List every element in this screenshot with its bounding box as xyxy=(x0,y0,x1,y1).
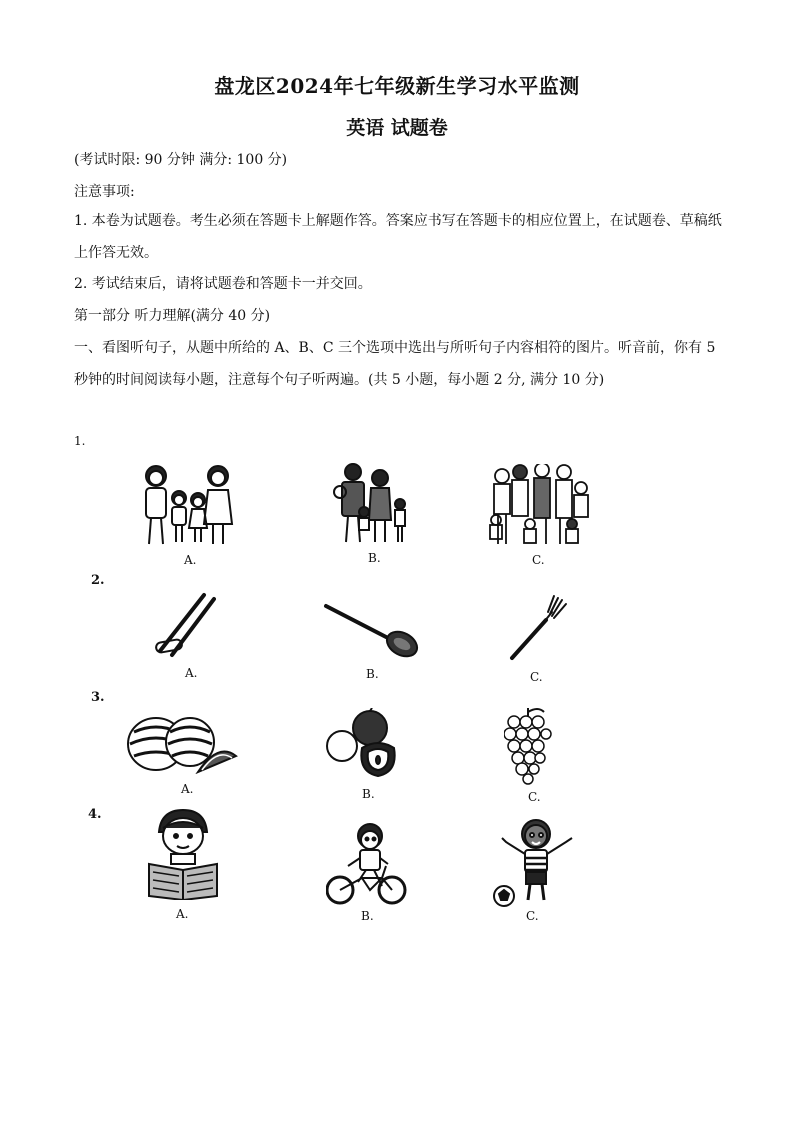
question-number-2: 2. xyxy=(91,573,105,588)
section-instruction: 一、看图听句子，从题中所给的 A、B、C 三个选项中选出与所听句子内容相符的图片。听音前，你有 5 秒钟的时间阅读每小题，注意每个句子听两遍。(共 5 小题，每小题 2 分, 满分 10 分) xyxy=(74,340,716,388)
notes-item-2: 2. 考试结束后，请将试题卷和答题卡一并交回。 xyxy=(74,276,372,292)
question-number-4: 4. xyxy=(88,807,102,822)
option-label-3a: A. xyxy=(181,782,194,796)
page-title: 盘龙区2024年七年级新生学习水平监测 xyxy=(214,74,580,98)
spoon-icon xyxy=(322,600,420,660)
option-label-1c: C. xyxy=(532,553,545,567)
option-label-3b: B. xyxy=(362,787,375,801)
option-label-1b: B. xyxy=(368,551,381,565)
apples-icon xyxy=(326,708,402,778)
section-part1-heading: 第一部分 听力理解(满分 40 分) xyxy=(74,308,271,324)
family-with-baby-icon xyxy=(328,462,416,546)
small-family-icon xyxy=(136,462,236,548)
watermelon-icon xyxy=(126,712,238,774)
option-label-4c: C. xyxy=(526,909,539,923)
option-label-2a: A. xyxy=(185,666,198,680)
exam-info: (考试时限: 90 分钟 满分: 100 分) xyxy=(74,152,288,168)
fork-icon xyxy=(506,594,570,662)
option-label-2b: B. xyxy=(366,667,379,681)
option-label-1a: A. xyxy=(184,553,197,567)
boy-reading-icon xyxy=(147,808,219,900)
option-label-2c: C. xyxy=(530,670,543,684)
option-label-4b: B. xyxy=(361,909,374,923)
boy-cycling-icon xyxy=(326,822,408,906)
notes-heading: 注意事项: xyxy=(74,184,135,200)
page-subtitle: 英语 试题卷 xyxy=(346,117,448,139)
big-family-icon xyxy=(484,464,592,546)
question-number-3: 3. xyxy=(91,690,105,705)
grapes-icon xyxy=(504,706,552,786)
chopsticks-icon xyxy=(150,591,216,661)
question-number-1: 1. xyxy=(74,434,86,448)
boy-football-icon xyxy=(492,816,576,908)
option-label-4a: A. xyxy=(176,907,189,921)
notes-item-1: 1. 本卷为试题卷。考生必须在答题卡上解题作答。答案应书写在答题卡的相应位置上，在试题卷、草稿纸上作答无效。 xyxy=(74,213,722,261)
option-label-3c: C. xyxy=(528,790,541,804)
